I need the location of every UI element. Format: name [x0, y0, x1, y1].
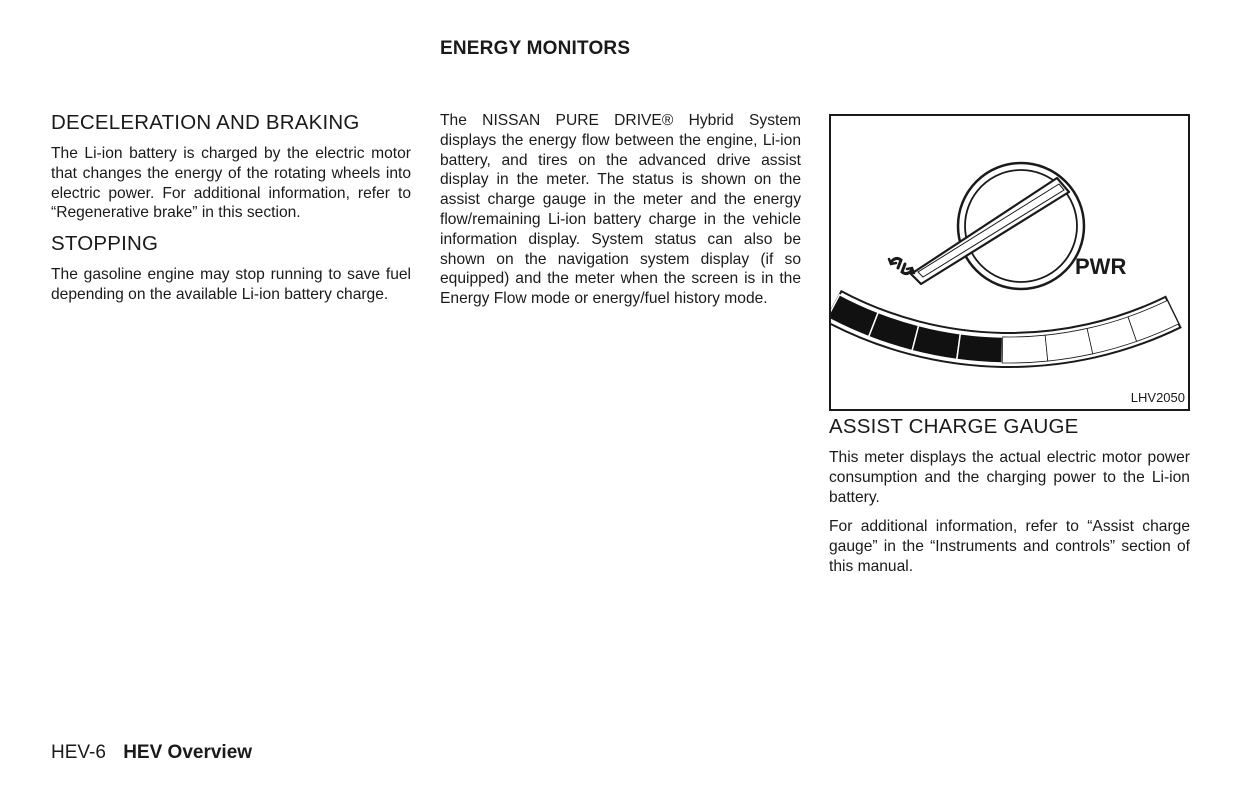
assist-charge-gauge-figure	[829, 114, 1190, 411]
stopping-text: The gasoline engine may stop running to save fuel depending on the available Li-ion battery charge.	[51, 266, 411, 303]
assist-charge-gauge-heading: ASSIST CHARGE GAUGE	[829, 415, 1079, 438]
pwr-label: PWR	[1075, 254, 1127, 279]
hybrid-system-text: The NISSAN PURE DRIVE® Hybrid System displays the energy flow between the engine, Li-ion battery, and tires on the advanced drive assist display in the meter. The status is shown on the assist charge gauge in the meter and the energy flow/remaining Li-ion battery charge in the vehicle information display. System status can also be shown on the navigation system display (if so equipped) and the meter when the screen is in the Energy Flow mode or energy/fuel history mode.	[440, 112, 801, 308]
left-column	[51, 111, 411, 305]
assist-charge-gauge-text-1: This meter displays the actual electric motor power consumption and the charging power to the Li-ion battery.	[829, 449, 1190, 506]
footer-section-name: HEV Overview	[123, 742, 253, 763]
figure-id: LHV2050	[1130, 390, 1185, 406]
gauge-segments	[831, 291, 1180, 367]
right-column	[829, 114, 1190, 577]
gauge-segment-empty	[1002, 335, 1048, 363]
middle-column	[440, 111, 801, 309]
page-footer	[51, 742, 252, 764]
regen-charge-icon	[889, 258, 914, 273]
page-header: ENERGY MONITORS	[440, 38, 631, 59]
page-number: HEV-6	[51, 742, 106, 763]
assist-charge-gauge-text-2: For additional information, refer to “Assist charge gauge” in the “Instruments and controls” section of this manual.	[829, 518, 1190, 575]
gauge-illustration	[831, 116, 1188, 409]
deceleration-text: The Li-ion battery is charged by the electric motor that changes the energy of the rotating wheels into electric power. For additional information, refer to “Regenerative brake” in this section.	[51, 145, 411, 222]
gauge-segment-filled	[957, 334, 1003, 363]
stopping-heading: STOPPING	[51, 232, 159, 256]
deceleration-heading: DECELERATION AND BRAKING	[51, 111, 360, 134]
